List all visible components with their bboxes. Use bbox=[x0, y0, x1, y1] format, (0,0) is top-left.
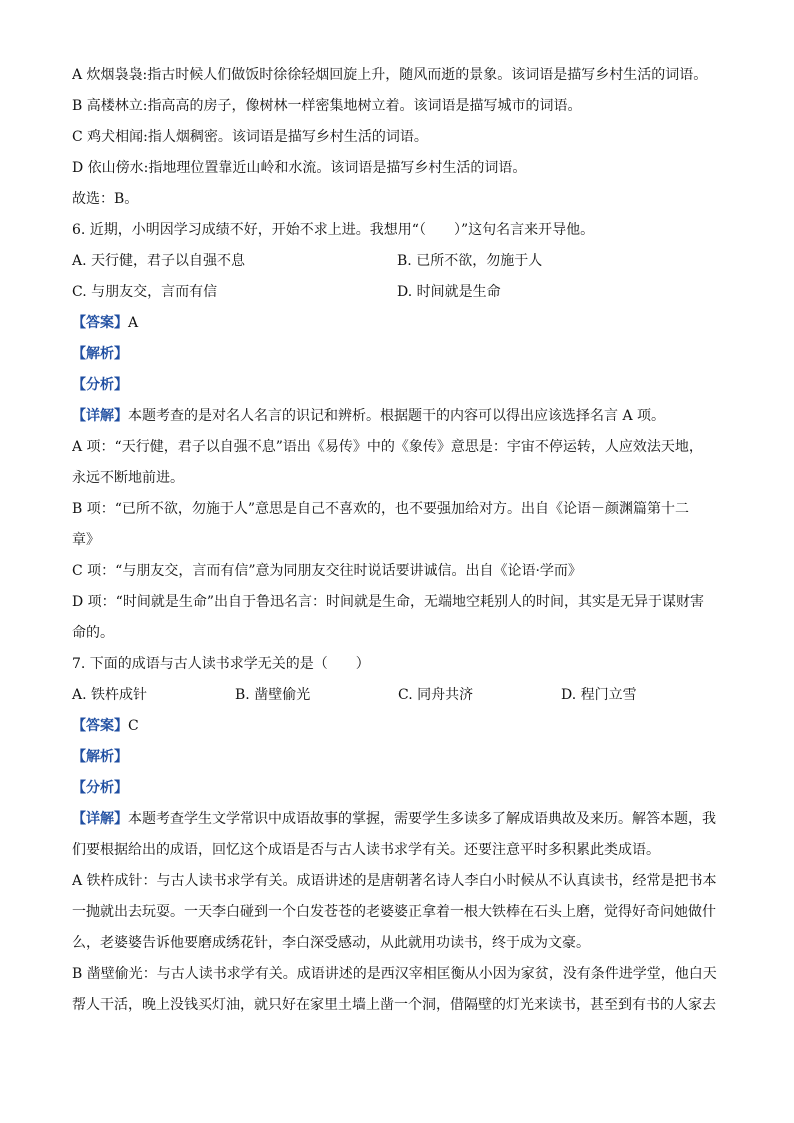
q7-detail bbox=[72, 804, 724, 835]
prev-option-d-explanation: D 依山傍水:指地理位置靠近山岭和水流。该词语是描写乡村生活的词语。 bbox=[72, 160, 527, 176]
q6-detail-text: 本题考查的是对名人名言的识记和辨析。根据题干的内容可以得出应该选择名言 A 项。 bbox=[128, 408, 666, 424]
q7-option-c: C. 同舟共济 bbox=[398, 687, 474, 703]
q6-detail bbox=[72, 401, 724, 432]
q7-explain-line: 一抛就出去玩耍。一天李白碰到一个白发苍苍的老婆婆正拿着一根大铁棒在石头上磨，觉得好奇问她做什 bbox=[72, 904, 716, 920]
q6-explain-line: 永远不断地前进。 bbox=[72, 470, 184, 486]
q6-option-c: C. 与朋友交，言而有信 bbox=[72, 284, 218, 300]
q7-jiexi bbox=[72, 742, 724, 773]
q6-fenxi bbox=[72, 370, 724, 401]
q6-answer-tag: 【答案】 bbox=[72, 315, 128, 331]
q7-answer bbox=[72, 711, 724, 742]
q7-fenxi-tag: 【分析】 bbox=[72, 780, 128, 796]
q6-explain-line: D 项：“时间就是生命”出自于鲁迅名言：时间就是生命，无端地空耗别人的时间，其实是无异于谋财害 bbox=[72, 594, 704, 610]
q6-option-b: B. 已所不欲，勿施于人 bbox=[397, 253, 543, 269]
prev-option-c-explanation: C 鸡犬相闻:指人烟稠密。该词语是描写乡村生活的词语。 bbox=[72, 129, 428, 145]
q6-option-a: A. 天行健，君子以自强不息 bbox=[72, 253, 246, 269]
q7-detail-tag: 【详解】 bbox=[72, 811, 128, 827]
q6-explain-line: C 项：“与朋友交，言而有信”意为同朋友交往时说话要讲诚信。出自《论语·学而》 bbox=[72, 563, 582, 579]
q7-option-b: B. 凿壁偷光 bbox=[235, 687, 311, 703]
q7-fenxi bbox=[72, 773, 724, 804]
q6-jiexi bbox=[72, 339, 724, 370]
q6-option-d: D. 时间就是生命 bbox=[397, 284, 501, 300]
q6-explain-line: A 项：“天行健，君子以自强不息”语出《易传》中的《象传》意思是：宇宙不停运转，人应效法天地， bbox=[72, 439, 703, 455]
q7-explain-line: 么，老婆婆告诉他要磨成绣花针，李白深受感动，从此就用功读书，终于成为文豪。 bbox=[72, 935, 590, 951]
q6-answer-value: A bbox=[128, 315, 139, 331]
q6-jiexi-tag: 【解析】 bbox=[72, 346, 128, 362]
q7-jiexi-tag: 【解析】 bbox=[72, 749, 128, 765]
q6-explain-line: 章》 bbox=[72, 532, 100, 548]
question-7-options-row bbox=[72, 680, 724, 711]
question-6-stem: 6. 近期，小明因学习成绩不好，开始不求上进。我想用“（ ）”这句名言来开导他。 bbox=[72, 222, 595, 238]
q7-option-a: A. 铁杵成针 bbox=[72, 687, 148, 703]
question-6-options-row-1 bbox=[72, 246, 724, 277]
q7-answer-value: C bbox=[128, 718, 139, 734]
document-page bbox=[72, 60, 724, 1021]
prev-option-b-explanation: B 高楼林立:指高高的房子，像树林一样密集地树立着。该词语是描写城市的词语。 bbox=[72, 98, 582, 114]
q6-explain-line: B 项：“已所不欲，勿施于人”意思是自己不喜欢的，也不要强加给对方。出自《论语－颜渊篇第十二 bbox=[72, 501, 690, 517]
q7-explain-line: A 铁杵成针：与古人读书求学有关。成语讲述的是唐朝著名诗人李白小时候从不认真读书，经常是把书本 bbox=[72, 873, 717, 889]
prev-option-a-explanation: A 炊烟袅袅:指古时候人们做饭时徐徐轻烟回旋上升，随风而逝的景象。该词语是描写乡村生活的词语。 bbox=[72, 67, 708, 83]
question-7-stem: 7. 下面的成语与古人读书求学无关的是（ ） bbox=[72, 656, 370, 672]
q6-detail-tag: 【详解】 bbox=[72, 408, 128, 424]
q7-answer-tag: 【答案】 bbox=[72, 718, 128, 734]
q6-answer bbox=[72, 308, 724, 339]
q6-explain-line: 命的。 bbox=[72, 625, 114, 641]
q7-detail-text: 本题考查学生文学常识中成语故事的掌握，需要学生多读多了解成语典故及来历。解答本题，我 bbox=[128, 811, 716, 827]
q6-fenxi-tag: 【分析】 bbox=[72, 377, 128, 393]
question-6-options-row-2 bbox=[72, 277, 724, 308]
prev-choice: 故选：B。 bbox=[72, 191, 139, 207]
q7-option-d: D. 程门立雪 bbox=[561, 687, 637, 703]
q7-detail-line: 们要根据给出的成语，回忆这个成语是否与古人读书求学有关。还要注意平时多积累此类成语。 bbox=[72, 842, 660, 858]
q7-explain-line: B 凿壁偷光：与古人读书求学有关。成语讲述的是西汉宰相匡衡从小因为家贫，没有条件进学堂，他白天 bbox=[72, 966, 717, 982]
q7-explain-line: 帮人干活，晚上没钱买灯油，就只好在家里土墙上凿一个洞，借隔壁的灯光来读书，甚至到有书的人家去 bbox=[72, 997, 716, 1013]
